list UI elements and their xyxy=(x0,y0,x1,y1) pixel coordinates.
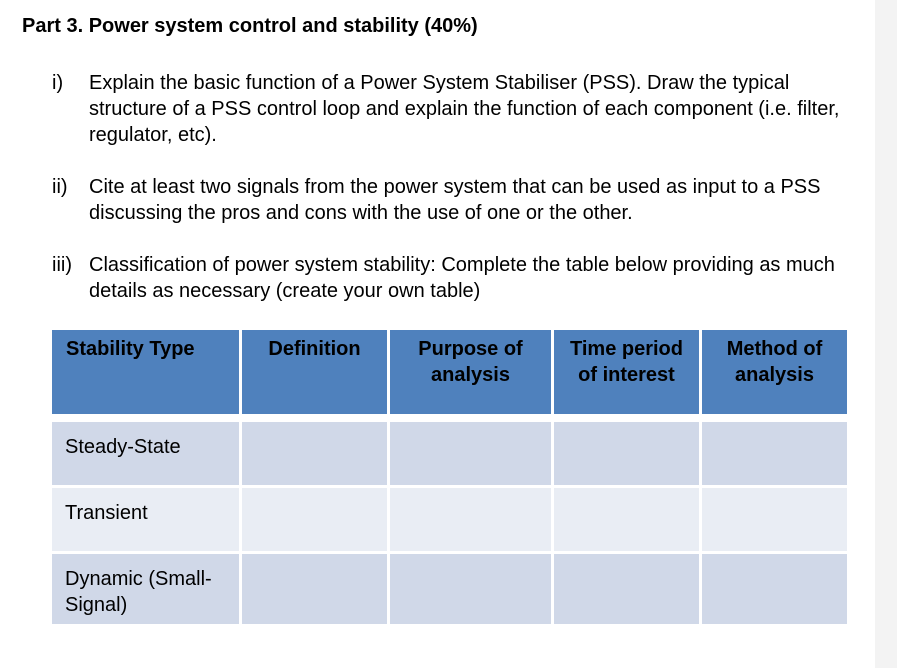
table-cell[interactable] xyxy=(702,554,847,624)
table-cell[interactable] xyxy=(702,422,847,485)
table-header-row xyxy=(52,330,847,414)
question-number: iii) xyxy=(52,254,72,276)
table-cell[interactable] xyxy=(242,554,387,624)
table-row xyxy=(52,422,847,485)
row-label-steady-state: Steady-State xyxy=(52,422,239,485)
table-row xyxy=(52,554,847,624)
header-stability-type: Stability Type xyxy=(52,330,239,414)
question-1 xyxy=(52,70,872,148)
stability-table xyxy=(49,327,850,627)
header-definition: Definition xyxy=(242,330,387,414)
question-text: Cite at least two signals from the power system that can be used as input to a PSS discussing the pros and cons with the use of one or the other. xyxy=(89,176,821,224)
question-number: ii) xyxy=(52,176,68,198)
table-spacer xyxy=(52,417,847,419)
table-cell[interactable] xyxy=(390,488,551,551)
question-2 xyxy=(52,174,872,226)
table-cell[interactable] xyxy=(554,488,699,551)
question-text: Explain the basic function of a Power System Stabiliser (PSS). Draw the typical structure of a PSS control loop and explain the function of each component (i.e. filter, regulator, etc). xyxy=(89,72,840,146)
table-cell[interactable] xyxy=(390,554,551,624)
header-time-period: Time period of interest xyxy=(554,330,699,414)
row-label-transient: Transient xyxy=(52,488,239,551)
table-cell[interactable] xyxy=(554,422,699,485)
table-cell[interactable] xyxy=(702,488,847,551)
question-text: Classification of power system stability: Complete the table below providing as much details as necessary (create your own table) xyxy=(89,254,835,302)
table-cell[interactable] xyxy=(242,488,387,551)
header-method: Method of analysis xyxy=(702,330,847,414)
question-number: i) xyxy=(52,72,64,94)
header-purpose: Purpose of analysis xyxy=(390,330,551,414)
question-3 xyxy=(52,252,872,304)
table-cell[interactable] xyxy=(554,554,699,624)
table-row xyxy=(52,488,847,551)
section-title: Part 3. Power system control and stability (40%) xyxy=(22,15,478,37)
table-cell[interactable] xyxy=(390,422,551,485)
row-label-dynamic: Dynamic (Small-Signal) xyxy=(52,554,239,624)
table-cell[interactable] xyxy=(242,422,387,485)
page-margin-strip xyxy=(875,0,897,668)
